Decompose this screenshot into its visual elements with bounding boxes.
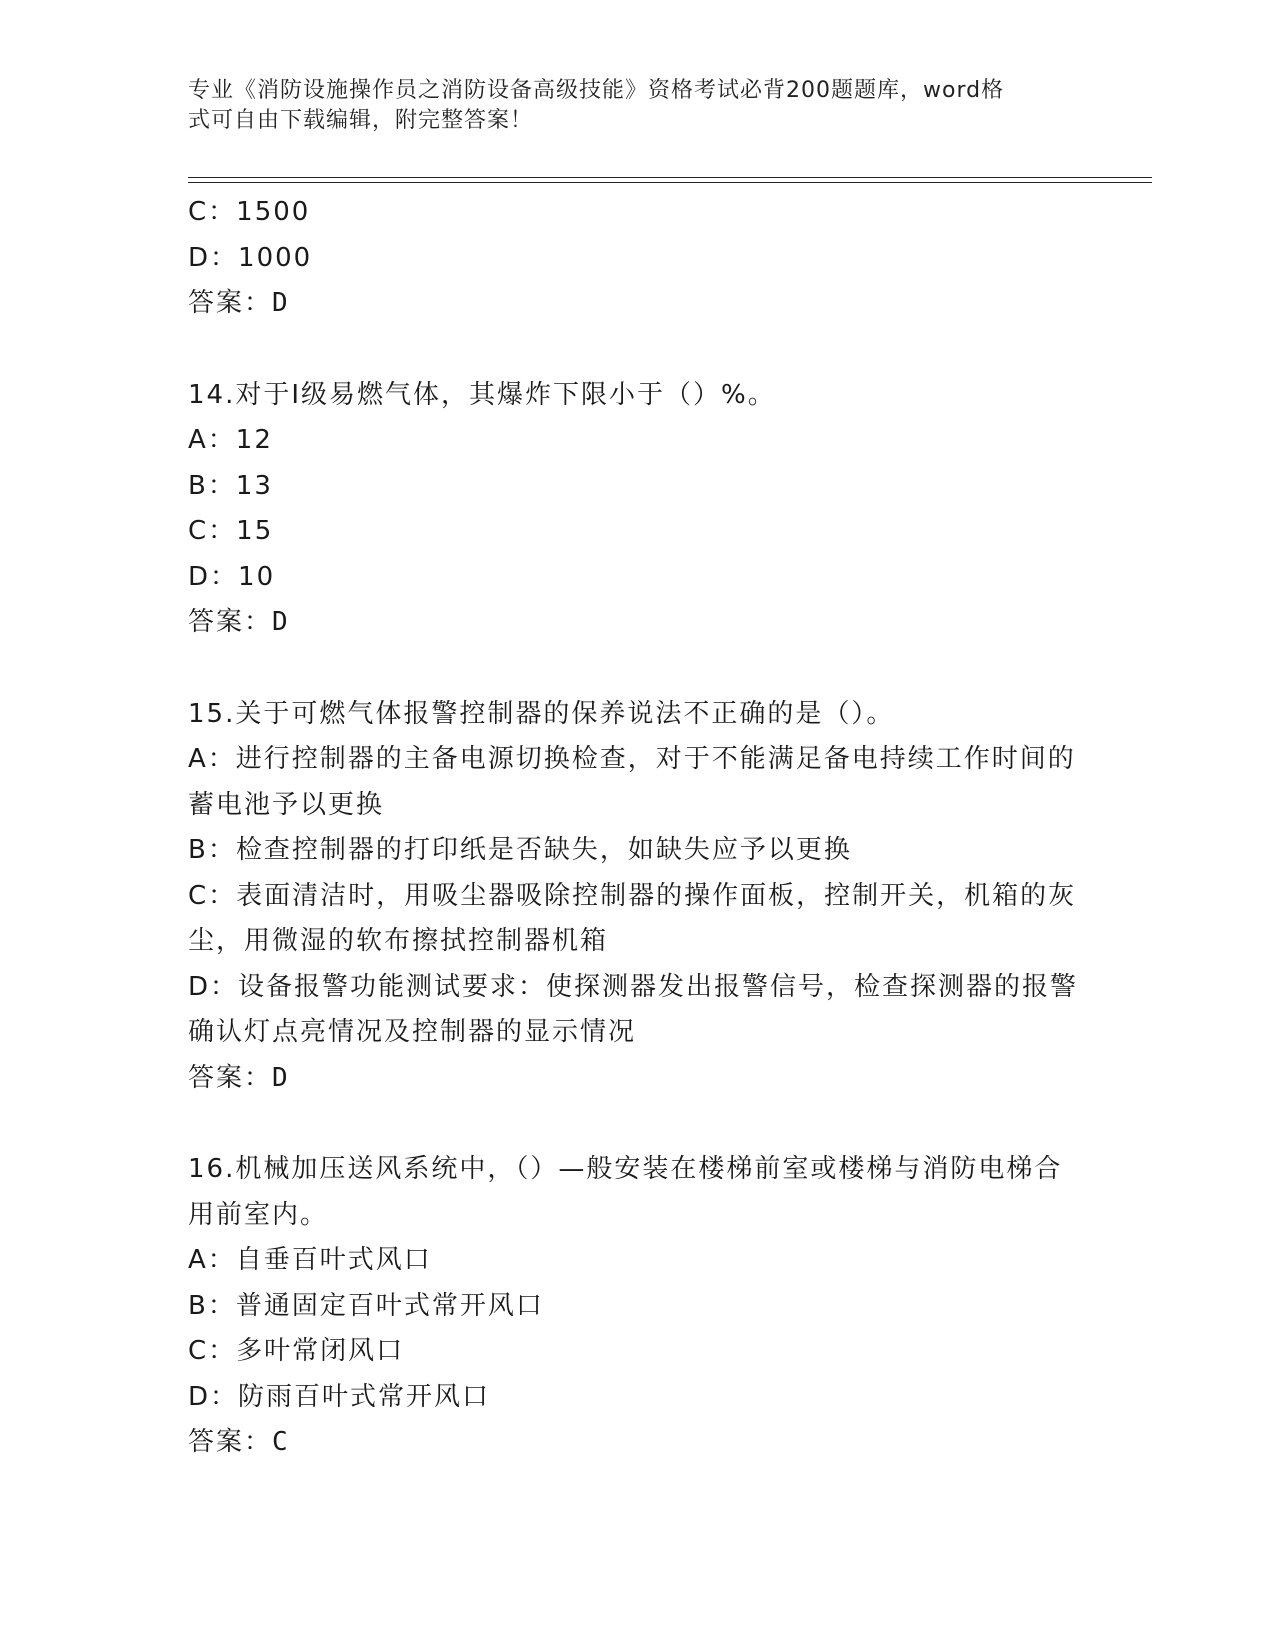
answer-line <box>188 281 1088 327</box>
option-d: D：10 <box>188 561 276 592</box>
question-carryover <box>188 190 1088 327</box>
option-b: B：普通固定百叶式常开风口 <box>188 1290 544 1321</box>
answer-value: D <box>272 607 290 637</box>
option-c: C：15 <box>188 516 274 546</box>
header-divider-bottom <box>188 182 1152 183</box>
option-d: D：防雨百叶式常开风口 <box>188 1381 491 1412</box>
header-divider-top <box>188 177 1152 178</box>
spacer <box>188 646 1088 692</box>
option-a: A：12 <box>188 425 273 455</box>
answer-value: D <box>272 288 290 318</box>
answer-label: 答案： <box>188 1427 273 1457</box>
document-header <box>188 76 1088 136</box>
answer-label: 答案： <box>188 288 273 318</box>
header-line-2: 式可自由下载编辑，附完整答案！ <box>188 108 534 133</box>
question-15 <box>188 692 1088 1102</box>
question-stem: 15.关于可燃气体报警控制器的保养说法不正确的是（）。 <box>188 698 895 729</box>
header-line-1: 专业《消防设施操作员之消防设备高级技能》资格考试必背200题题库，word格 <box>188 78 1005 103</box>
option-b: B：13 <box>188 470 273 501</box>
question-list <box>188 190 1088 1466</box>
option-d: D：1000 <box>188 242 313 273</box>
answer-label: 答案： <box>188 1062 273 1093</box>
answer-label: 答案： <box>188 607 273 637</box>
answer-line <box>188 600 1088 646</box>
question-stem: 14.对于Ⅰ级易燃气体，其爆炸下限小于（）%。 <box>188 379 776 410</box>
option-a: A：进行控制器的主备电源切换检查，对于不能满足备电持续工作时间的蓄电池予以更换 <box>188 744 1076 820</box>
answer-line <box>188 1056 1088 1102</box>
option-a: A：自垂百叶式风口 <box>188 1245 432 1275</box>
option-c: C：1500 <box>188 197 311 227</box>
question-stem: 16.机械加压送风系统中，（）—般安装在楼梯前室或楼梯与消防电梯合用前室内。 <box>188 1154 1063 1230</box>
spacer <box>188 1101 1088 1147</box>
option-d: D：设备报警功能测试要求：使探测器发出报警信号，检查探测器的报警确认灯点亮情况及控制器的显示情况 <box>188 971 1079 1047</box>
question-14 <box>188 373 1088 646</box>
option-b: B：检查控制器的打印纸是否缺失，如缺失应予以更换 <box>188 835 852 865</box>
spacer <box>188 327 1088 373</box>
answer-line <box>188 1420 1088 1466</box>
question-16 <box>188 1147 1088 1466</box>
option-c: C：表面清洁时，用吸尘器吸除控制器的操作面板，控制开关，机箱的灰尘，用微湿的软布擦拭控制器机箱 <box>188 880 1077 956</box>
answer-value: D <box>272 1062 290 1093</box>
answer-value: C <box>272 1427 290 1457</box>
option-c: C：多叶常闭风口 <box>188 1336 405 1366</box>
